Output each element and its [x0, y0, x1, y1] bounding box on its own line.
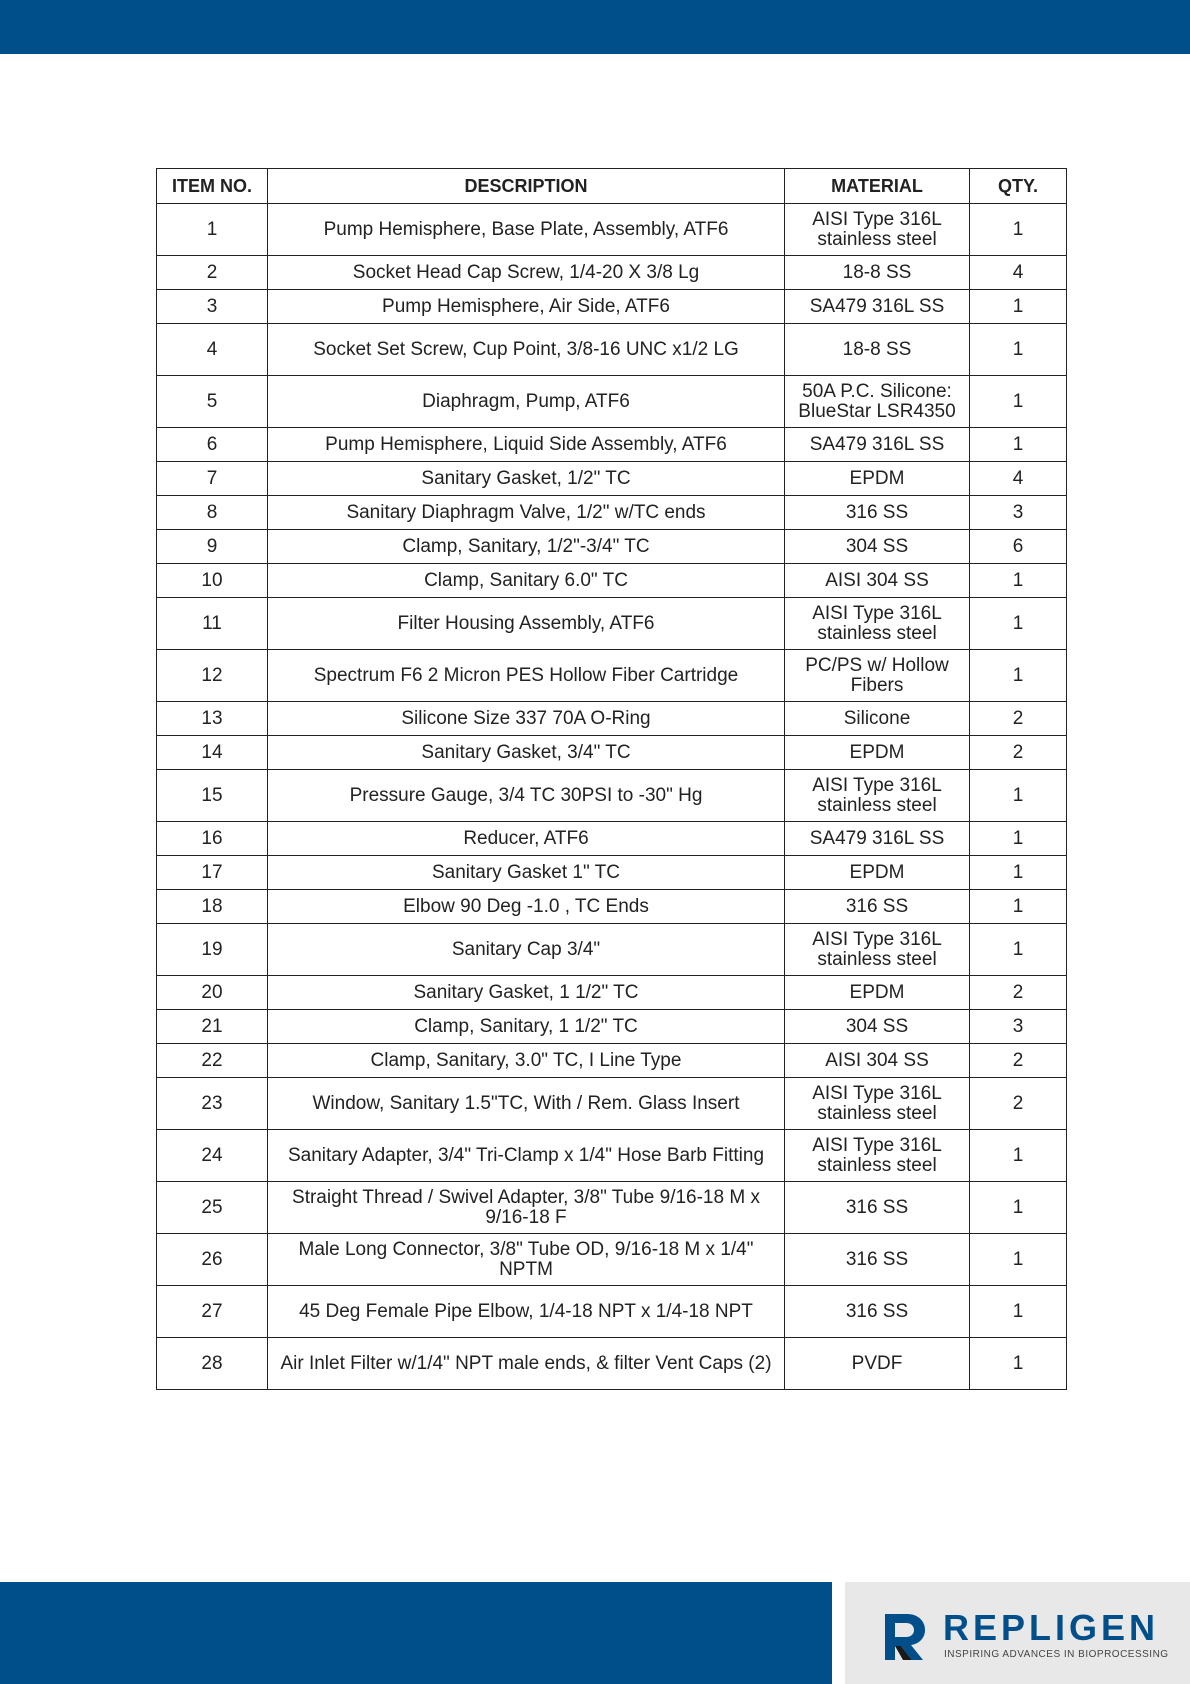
table-row — [157, 204, 1067, 256]
cell-material: EPDM — [785, 856, 970, 890]
cell-item-no: 26 — [157, 1234, 268, 1286]
cell-material: SA479 316L SS — [785, 290, 970, 324]
cell-qty: 1 — [970, 598, 1067, 650]
table-row — [157, 924, 1067, 976]
cell-description: Pump Hemisphere, Base Plate, Assembly, ATF6 — [268, 204, 785, 256]
cell-item-no: 6 — [157, 428, 268, 462]
cell-material: 316 SS — [785, 496, 970, 530]
cell-qty: 1 — [970, 204, 1067, 256]
cell-description: Straight Thread / Swivel Adapter, 3/8" Tube 9/16-18 M x 9/16-18 F — [268, 1182, 785, 1234]
footer-logo-panel — [845, 1582, 1190, 1684]
cell-description: Sanitary Gasket, 3/4" TC — [268, 736, 785, 770]
table-row — [157, 650, 1067, 702]
cell-item-no: 25 — [157, 1182, 268, 1234]
cell-qty: 2 — [970, 736, 1067, 770]
cell-qty: 1 — [970, 924, 1067, 976]
cell-qty: 2 — [970, 702, 1067, 736]
cell-item-no: 23 — [157, 1078, 268, 1130]
cell-item-no: 15 — [157, 770, 268, 822]
cell-qty: 1 — [970, 564, 1067, 598]
cell-material: AISI Type 316L stainless steel — [785, 1078, 970, 1130]
cell-material: EPDM — [785, 736, 970, 770]
cell-item-no: 13 — [157, 702, 268, 736]
cell-description: Filter Housing Assembly, ATF6 — [268, 598, 785, 650]
cell-qty: 3 — [970, 496, 1067, 530]
cell-item-no: 4 — [157, 324, 268, 376]
repligen-r-icon — [881, 1612, 927, 1662]
table-row — [157, 256, 1067, 290]
cell-description: Air Inlet Filter w/1/4" NPT male ends, & filter Vent Caps (2) — [268, 1338, 785, 1390]
cell-material: 316 SS — [785, 1234, 970, 1286]
cell-description: Clamp, Sanitary, 1 1/2" TC — [268, 1010, 785, 1044]
cell-qty: 1 — [970, 856, 1067, 890]
table-row — [157, 564, 1067, 598]
cell-item-no: 27 — [157, 1286, 268, 1338]
header-bar — [0, 0, 1190, 54]
cell-qty: 1 — [970, 1338, 1067, 1390]
cell-qty: 2 — [970, 1078, 1067, 1130]
table-row — [157, 736, 1067, 770]
cell-item-no: 8 — [157, 496, 268, 530]
cell-description: Reducer, ATF6 — [268, 822, 785, 856]
cell-item-no: 17 — [157, 856, 268, 890]
parts-table — [156, 168, 1067, 1390]
cell-qty: 6 — [970, 530, 1067, 564]
cell-qty: 1 — [970, 1130, 1067, 1182]
cell-qty: 1 — [970, 324, 1067, 376]
cell-material: 316 SS — [785, 1286, 970, 1338]
logo-wordmark: REPLIGEN — [943, 1607, 1160, 1648]
logo-tagline: INSPIRING ADVANCES IN BIOPROCESSING — [944, 1649, 1169, 1660]
cell-item-no: 16 — [157, 822, 268, 856]
cell-description: Elbow 90 Deg -1.0 , TC Ends — [268, 890, 785, 924]
cell-qty: 2 — [970, 1044, 1067, 1078]
cell-material: AISI 304 SS — [785, 1044, 970, 1078]
cell-material: AISI Type 316L stainless steel — [785, 204, 970, 256]
table-row — [157, 290, 1067, 324]
table-row — [157, 496, 1067, 530]
cell-qty: 1 — [970, 770, 1067, 822]
table-row — [157, 462, 1067, 496]
table-row — [157, 1338, 1067, 1390]
cell-description: Clamp, Sanitary 6.0" TC — [268, 564, 785, 598]
cell-item-no: 9 — [157, 530, 268, 564]
cell-qty: 1 — [970, 428, 1067, 462]
table-row — [157, 1078, 1067, 1130]
cell-material: PVDF — [785, 1338, 970, 1390]
table-row — [157, 1010, 1067, 1044]
column-header-item-no: ITEM NO. — [157, 169, 268, 204]
cell-qty: 1 — [970, 822, 1067, 856]
footer-bar — [0, 1582, 832, 1684]
column-header-qty: QTY. — [970, 169, 1067, 204]
cell-item-no: 18 — [157, 890, 268, 924]
table-row — [157, 1234, 1067, 1286]
cell-qty: 1 — [970, 376, 1067, 428]
table-row — [157, 702, 1067, 736]
table-row — [157, 1130, 1067, 1182]
cell-item-no: 14 — [157, 736, 268, 770]
cell-description: Sanitary Adapter, 3/4" Tri-Clamp x 1/4" Hose Barb Fitting — [268, 1130, 785, 1182]
cell-item-no: 19 — [157, 924, 268, 976]
cell-item-no: 28 — [157, 1338, 268, 1390]
cell-qty: 1 — [970, 650, 1067, 702]
table-row — [157, 598, 1067, 650]
cell-qty: 1 — [970, 1182, 1067, 1234]
cell-qty: 1 — [970, 1234, 1067, 1286]
cell-description: Window, Sanitary 1.5"TC, With / Rem. Glass Insert — [268, 1078, 785, 1130]
cell-material: AISI Type 316L stainless steel — [785, 770, 970, 822]
table-row — [157, 376, 1067, 428]
cell-material: 316 SS — [785, 890, 970, 924]
cell-material: AISI Type 316L stainless steel — [785, 1130, 970, 1182]
cell-description: Sanitary Gasket 1" TC — [268, 856, 785, 890]
cell-qty: 4 — [970, 256, 1067, 290]
cell-description: Sanitary Diaphragm Valve, 1/2" w/TC ends — [268, 496, 785, 530]
cell-item-no: 20 — [157, 976, 268, 1010]
cell-qty: 3 — [970, 1010, 1067, 1044]
cell-qty: 1 — [970, 290, 1067, 324]
cell-description: Spectrum F6 2 Micron PES Hollow Fiber Cartridge — [268, 650, 785, 702]
cell-description: Sanitary Cap 3/4" — [268, 924, 785, 976]
cell-material: EPDM — [785, 462, 970, 496]
table-header-row — [157, 169, 1067, 204]
table-row — [157, 822, 1067, 856]
cell-description: 45 Deg Female Pipe Elbow, 1/4-18 NPT x 1/4-18 NPT — [268, 1286, 785, 1338]
cell-description: Sanitary Gasket, 1/2" TC — [268, 462, 785, 496]
cell-qty: 2 — [970, 976, 1067, 1010]
cell-item-no: 1 — [157, 204, 268, 256]
parts-table-body — [157, 204, 1067, 1390]
cell-item-no: 3 — [157, 290, 268, 324]
cell-qty: 1 — [970, 890, 1067, 924]
cell-item-no: 22 — [157, 1044, 268, 1078]
cell-item-no: 5 — [157, 376, 268, 428]
table-row — [157, 1286, 1067, 1338]
cell-material: 316 SS — [785, 1182, 970, 1234]
cell-item-no: 24 — [157, 1130, 268, 1182]
cell-description: Clamp, Sanitary, 1/2"-3/4" TC — [268, 530, 785, 564]
table-row — [157, 428, 1067, 462]
cell-description: Pressure Gauge, 3/4 TC 30PSI to -30" Hg — [268, 770, 785, 822]
cell-material: SA479 316L SS — [785, 822, 970, 856]
cell-item-no: 7 — [157, 462, 268, 496]
cell-material: 304 SS — [785, 1010, 970, 1044]
cell-material: 50A P.C. Silicone: BlueStar LSR4350 — [785, 376, 970, 428]
cell-description: Diaphragm, Pump, ATF6 — [268, 376, 785, 428]
column-header-description: DESCRIPTION — [268, 169, 785, 204]
cell-material: Silicone — [785, 702, 970, 736]
cell-description: Pump Hemisphere, Liquid Side Assembly, ATF6 — [268, 428, 785, 462]
cell-description: Male Long Connector, 3/8" Tube OD, 9/16-18 M x 1/4" NPTM — [268, 1234, 785, 1286]
cell-qty: 1 — [970, 1286, 1067, 1338]
cell-material: PC/PS w/ Hollow Fibers — [785, 650, 970, 702]
cell-description: Socket Head Cap Screw, 1/4-20 X 3/8 Lg — [268, 256, 785, 290]
column-header-material: MATERIAL — [785, 169, 970, 204]
table-row — [157, 770, 1067, 822]
cell-material: 18-8 SS — [785, 324, 970, 376]
table-row — [157, 530, 1067, 564]
cell-material: AISI Type 316L stainless steel — [785, 598, 970, 650]
table-row — [157, 890, 1067, 924]
cell-item-no: 11 — [157, 598, 268, 650]
cell-description: Silicone Size 337 70A O-Ring — [268, 702, 785, 736]
cell-material: AISI Type 316L stainless steel — [785, 924, 970, 976]
cell-material: 18-8 SS — [785, 256, 970, 290]
cell-item-no: 10 — [157, 564, 268, 598]
cell-description: Pump Hemisphere, Air Side, ATF6 — [268, 290, 785, 324]
cell-item-no: 12 — [157, 650, 268, 702]
cell-item-no: 2 — [157, 256, 268, 290]
table-row — [157, 1044, 1067, 1078]
table-row — [157, 976, 1067, 1010]
cell-item-no: 21 — [157, 1010, 268, 1044]
cell-material: EPDM — [785, 976, 970, 1010]
cell-qty: 4 — [970, 462, 1067, 496]
cell-material: AISI 304 SS — [785, 564, 970, 598]
cell-material: 304 SS — [785, 530, 970, 564]
table-row — [157, 324, 1067, 376]
table-row — [157, 856, 1067, 890]
cell-material: SA479 316L SS — [785, 428, 970, 462]
cell-description: Sanitary Gasket, 1 1/2" TC — [268, 976, 785, 1010]
cell-description: Socket Set Screw, Cup Point, 3/8-16 UNC x1/2 LG — [268, 324, 785, 376]
cell-description: Clamp, Sanitary, 3.0" TC, I Line Type — [268, 1044, 785, 1078]
table-row — [157, 1182, 1067, 1234]
